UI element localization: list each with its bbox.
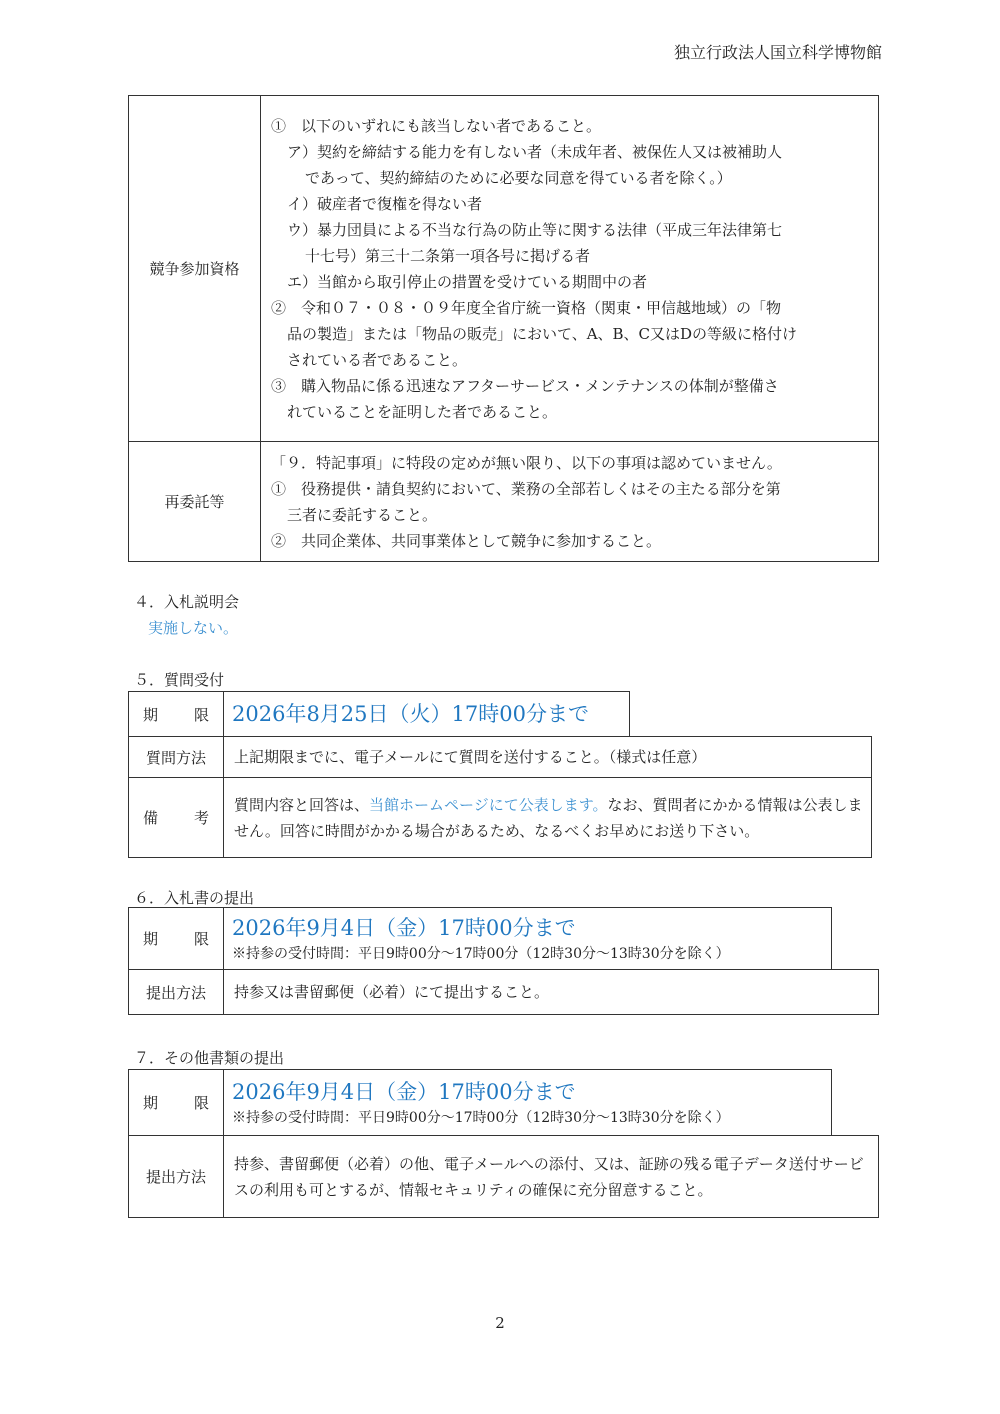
deadline-label-char: 限 xyxy=(193,930,209,948)
method-label: 質問方法 xyxy=(129,737,224,778)
remarks-highlight: 当館ホームページにて公表します。 xyxy=(369,795,608,814)
deadline-label-cell xyxy=(129,1070,224,1136)
qualification-line: されている者であること。 xyxy=(287,350,468,369)
deadline-label-char: 限 xyxy=(193,705,209,724)
bid-deadline-cell xyxy=(224,908,832,970)
qualification-line: ③ 購入物品に係る迅速なアフターサービス・メンテナンスの体制が整備さ xyxy=(271,376,779,395)
qualification-line: ① 以下のいずれにも該当しない者であること。 xyxy=(271,116,602,135)
section-4-heading: ４．入札説明会 xyxy=(134,593,240,611)
other-note: ※持参の受付時間：平日9時00分～17時00分（12時30分～13時30分を除く） xyxy=(232,1109,730,1126)
bid-method-label: 提出方法 xyxy=(129,970,224,1015)
other-deadline: 2026年9月4日（金）17時00分まで xyxy=(232,1079,576,1104)
remarks-label-char: 備 xyxy=(143,809,159,827)
qualification-line: 品の製造」または「物品の販売」において、A、B、C又はDの等級に格付け xyxy=(287,324,798,343)
other-deadline-table xyxy=(128,1069,832,1136)
other-method-label: 提出方法 xyxy=(129,1136,224,1218)
section-6-heading: ６．入札書の提出 xyxy=(134,889,255,907)
subcontract-label: 再委託等 xyxy=(129,442,261,562)
qualification-line: であって、契約締結のために必要な同意を得ている者を除く。） xyxy=(305,168,732,187)
remarks-text: 質問内容と回答は、 xyxy=(234,795,370,814)
deadline-label-char: 期 xyxy=(143,930,159,948)
deadline-label-char: 限 xyxy=(193,1094,209,1112)
qualification-line: ② 令和０７・０８・０９年度全省庁統一資格（関東・甲信越地域）の「物 xyxy=(271,298,782,317)
remarks-label-cell xyxy=(129,778,224,858)
bid-deadline: 2026年9月4日（金）17時00分まで xyxy=(232,915,576,940)
qualification-line: ア）契約を締結する能力を有しない者（未成年者、被保佐人又は被補助人 xyxy=(287,142,783,161)
other-method: 持参、書留郵便（必着）の他、電子メールへの添付、又は、証跡の残る電子データ送付サービスの利用も可とするが、情報セキュリティの確保に充分留意すること。 xyxy=(224,1136,879,1218)
subcontract-line: 「９．特記事項」に特段の定めが無い限り、以下の事項は認めていません。 xyxy=(271,453,782,472)
qualification-content xyxy=(261,96,879,442)
question-deadline-cell xyxy=(224,692,630,737)
bid-deadline-table xyxy=(128,907,832,970)
question-deadline-table xyxy=(128,691,630,737)
qualification-line: れていることを証明した者であること。 xyxy=(287,402,558,421)
subcontract-line: ① 役務提供・請負契約において、業務の全部若しくはその主たる部分を第 xyxy=(271,479,781,498)
page-number: 2 xyxy=(495,1314,505,1332)
other-deadline-cell xyxy=(224,1070,832,1136)
deadline-label-cell xyxy=(129,692,224,737)
bid-method-table xyxy=(128,969,879,1015)
subcontract-content xyxy=(261,442,879,562)
remarks-label-char: 考 xyxy=(193,809,209,827)
deadline-label-char: 期 xyxy=(143,1094,159,1112)
qualification-label: 競争参加資格 xyxy=(129,96,261,442)
qualification-line: エ）当館から取引停止の措置を受けている期間中の者 xyxy=(287,272,648,291)
remarks-text: なお、質問者にかかる情報は公表しません。回答に時間がかかる場合があるため、なるべくお早めにお送り下さい。 xyxy=(234,795,863,840)
question-method: 上記期限までに、電子メールにて質問を送付すること。（様式は任意） xyxy=(224,737,872,778)
question-detail-table xyxy=(128,736,872,858)
deadline-label-cell xyxy=(129,908,224,970)
bid-note: ※持参の受付時間：平日9時00分～17時00分（12時30分～13時30分を除く） xyxy=(232,945,730,962)
qualification-line: ウ）暴力団員による不当な行為の防止等に関する法律（平成三年法律第七 xyxy=(287,220,783,239)
remarks-content xyxy=(224,778,872,858)
bid-method: 持参又は書留郵便（必着）にて提出すること。 xyxy=(224,970,879,1015)
deadline-label-char: 期 xyxy=(143,705,159,724)
qualification-line: 十七号）第三十二条第一項各号に掲げる者 xyxy=(305,246,591,265)
section-4-body: 実施しない。 xyxy=(148,619,239,637)
question-deadline: 2026年8月25日（火）17時00分まで xyxy=(232,702,589,726)
subcontract-line: 三者に委託すること。 xyxy=(287,505,438,524)
organization-name: 独立行政法人国立科学博物館 xyxy=(673,43,882,62)
other-method-table xyxy=(128,1135,879,1218)
section-5-heading: ５．質問受付 xyxy=(134,671,225,689)
section-7-heading: ７．その他書類の提出 xyxy=(134,1049,285,1067)
subcontract-line: ② 共同企業体、共同事業体として競争に参加すること。 xyxy=(271,531,662,550)
qualification-line: イ）破産者で復権を得ない者 xyxy=(287,194,483,213)
requirements-table xyxy=(128,95,879,562)
